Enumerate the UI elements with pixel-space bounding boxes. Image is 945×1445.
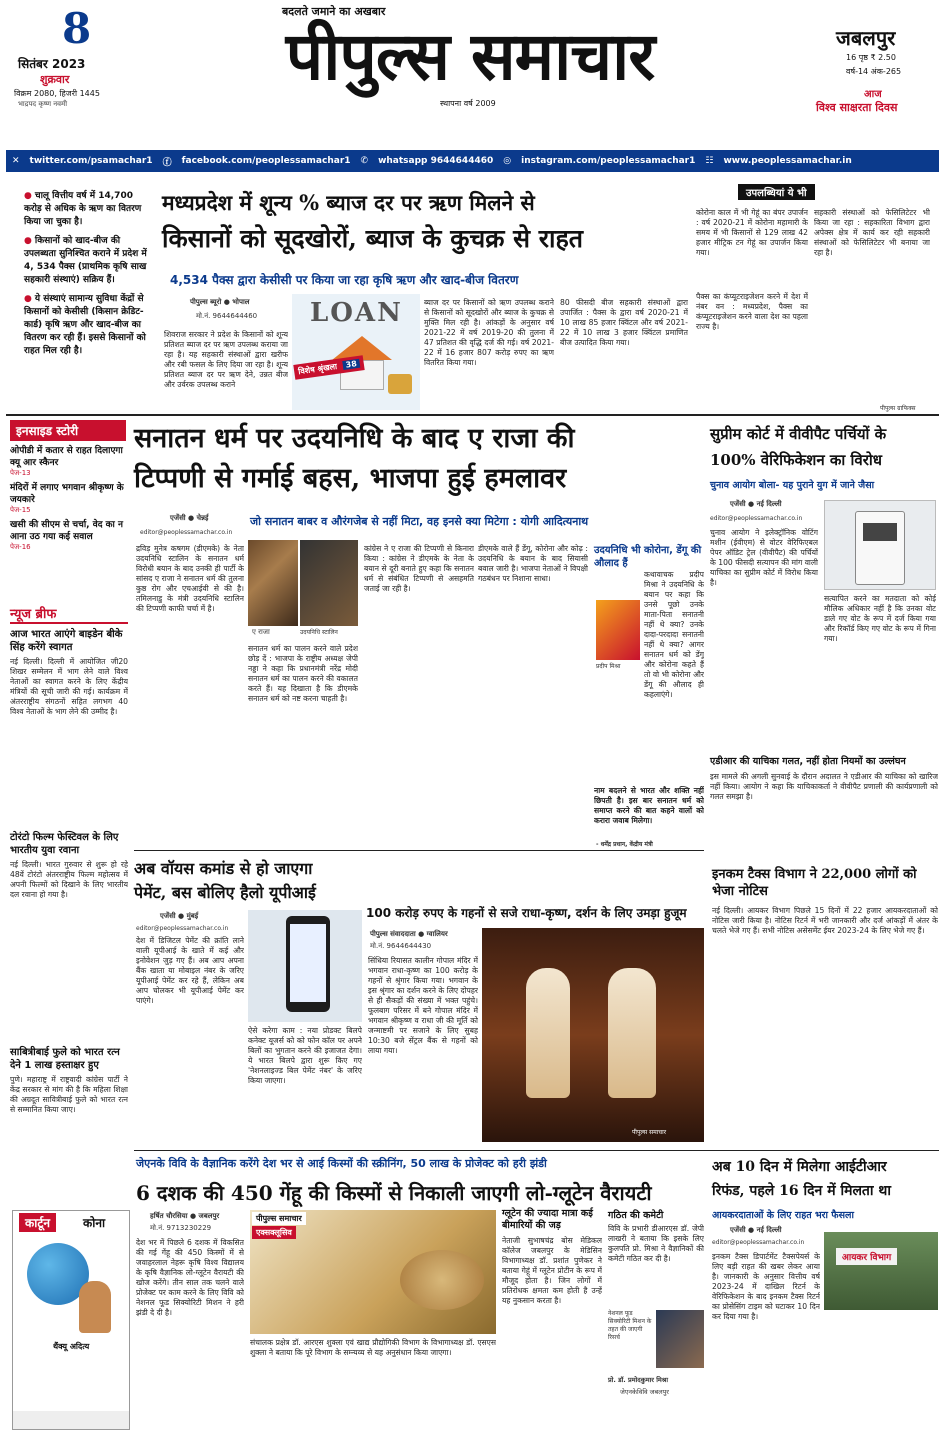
upi-byline: एजेंसी ● मुंबई [160,912,199,920]
ground [13,1411,129,1429]
quote-2-attribution: - धर्मेंद्र प्रधान, केंद्रीय मंत्री [596,841,653,848]
upi-headline-2: पेमेंट, बस बोलिए हैलो यूपीआई [134,883,316,902]
divider [134,1150,939,1151]
committee-head: गठित की कमेटी [608,1210,664,1221]
web-link[interactable]: www.peoplessamachar.in [723,156,852,166]
sanatan-byline: एजेंसी ● चेन्नई [170,514,209,522]
vvpat-machine [824,500,936,590]
upi-phone-photo [248,910,362,1022]
instagram-link[interactable]: instagram.com/peoplessamachar1 [521,156,696,166]
brief-body: नई दिल्ली। भारत गुरुवार से शुरू हो रहे 48वें टोरंटो अंतरराष्ट्रीय फिल्म महोत्सव में अपनी फिल्मों को दिखाने के लिए भारतीय दल रवाना हो गया है। [10,860,128,899]
sanatan-body-3: कांग्रेस ने ए राजा की टिप्पणी से किनारा किया : कांग्रेस ने डीएमके के नेता के बयान से दूरी बनाते हुए कहा कि सनातन धर्म से संबंधित टिप्पणी से असहमति जताई जा रही है। [364,544,474,593]
top-headline-1: मध्यप्रदेश में शून्य % ब्याज दर पर ऋण मिलने से [162,190,535,215]
vvpat-email: editor@peoplessamachar.co.in [710,515,803,522]
pages-price: 16 पृष्ठ ₹ 2.50 [846,53,896,62]
tagline: बदलते जमाने का अखबार [282,5,386,18]
wheat-byline: हर्षित चौरसिया ● जबलपुर [150,1212,220,1220]
side-point: ● किसानों को खाद-बीज की उपलब्धता सुनिश्चित कराने में प्रदेश में 4, 534 पैक्स (प्राथमिक कृषि साख सहकारी संस्थाएं) सक्रिय हैं। [24,235,152,287]
itr-sign: आयकर विभाग [836,1248,897,1265]
insight-item[interactable] [10,482,126,515]
today-label: आज [864,89,882,100]
twitter-icon: ✕ [12,156,20,166]
series-label: विशेष श्रृंखला [297,361,338,377]
figure-icon [79,1281,111,1333]
sanatan-headline-1: सनातन धर्म पर उदयनिधि के बाद ए राजा की [134,423,575,454]
vvpat-headline-1: सुप्रीम कोर्ट में वीवीपैट पर्चियों के [710,425,887,443]
top-body-3: 80 फीसदी बीज सहकारी संस्थाओं द्वारा उपार्जित : पैक्स के द्वारा वर्ष 2020-21 में 10 लाख 85 हजार क्विंटल और वर्ष 2021-22 में 10 लाख 3 हजार क्विंटल प्रमाणित बीज उत्पादित किया गया। [560,298,688,347]
series-number: 38 [342,359,360,370]
insight-title: खसी की सीएम से चर्चा, वेद का न आना उठ गया कई सवाल [10,520,124,542]
vvpat-body-2: सत्यापित करने का मतदाता को कोई मौलिक अधिकार नहीं है कि उनका वोट डाले गए वोट के रूप में दर्ज किया गया और रिकॉर्ड किए गए वोट के रूप में गिना गया। [824,594,936,643]
machine-window [863,523,897,541]
itr-building-photo [824,1232,938,1310]
udhayanidhi-caption: उदयनिधि स्टालिन [300,629,338,636]
insight-label: इनसाइड स्टोरी [10,420,126,441]
wheat-kicker: जेएनके विवि के वैज्ञानिक करेंगे देश भर से आई किस्मों की स्क्रीनिंग, 50 लाख के प्रोजेक्ट को हरी झंडी [136,1157,547,1170]
achievement-1: कोरोना काल में भी गेहूं का बंपर उपार्जन : वर्ष 2020-21 में कोरोना महामारी के समय में भी किसानों से 129 लाख 42 हजार मीट्रिक टन गेहूं का उपार्जन किया गया। [696,208,808,257]
gluten-body: नेताजी सुभाषचंद्र बोस मेडिकल कॉलेज जबलपुर के मेडिसिन विभागाध्यक्ष डॉ. प्रशांत पुणेकर ने बताया गेहूं में ग्लूटेन प्रोटीन के रूप में मौजूद होता है। जिन लोगों में प्रतिरोधक क्षमता कम होती है उन्हें यह नुकसान करता है। [502,1236,602,1305]
committee-body: विवि के प्रभारी डीआरएस डॉ. जेपी लाखरी ने बताया कि इसके लिए कुलपति प्रो. मिश्रा ने वैज्ञानिकों की कमेटी गठित कर दी है। [608,1224,704,1263]
side-point: ● ये संस्थाएं सामान्य सुविधा केंद्रों से किसानों को केसीसी (किसान क्रेडिट-कार्ड) कृषि ऋण और खाद-बीज का वितरण कर रही हैं। इससे किसानों को राहत मिल रही है। [24,293,152,358]
founded: स्थापना वर्ष 2009 [440,99,496,108]
top-headline-2: किसानों को सूदखोरों, ब्याज के कुचक्र से राहत [162,224,584,253]
a-raja-caption: ए राजा [252,628,270,636]
idol-krishna [608,968,656,1098]
vvpat-body-3: इस मामले की अगली सुनवाई के दौरान अदालत ने एडीआर की याचिका को खारिज नहीं किया। आयोग ने कहा कि याचिकाकर्ता ने वीवीपैट प्रणाली की कार्यप्रणाली को गलत समझा है। [710,772,938,801]
side-point: ● चालू वित्तीय वर्ष में 14,700 करोड़ से अधिक के ऋण का वितरण किया जा चुका है। [24,190,152,229]
vvpat-byline: एजेंसी ● नई दिल्ली [730,500,782,508]
mishra-title: जेएनकेविवि जबलपुर [620,1388,669,1396]
top-mobile: मो.नं. 9644644460 [196,312,258,320]
insight-item[interactable] [10,519,126,552]
vvpat-body-1: चुनाव आयोग ने इलेक्ट्रॉनिक वोटिंग मशीन (ईवीएम) से वोटर वेरिफिएबल पेपर ऑडिट ट्रेल (वीवीपैट) की पर्चियों के 100 फीसदी सत्यापन की मांग वाली याचिका का सुप्रीम कोर्ट में विरोध किया है। [710,528,818,587]
insight-page: पेज-15 [10,506,31,514]
top-story-sidebar [24,190,152,358]
sanatan-body-2: सनातन धर्म का पालन करने वाले प्रदेश छोड़ दें : भाजपा के राष्ट्रीय अध्यक्ष जेपी नड्डा ने कहा कि प्रधानमंत्री नरेंद्र मोदी सनातन धर्म का पालन करने की वकालत करते हैं। यह दिखाता है कि डीएमके सनातन धर्म को नष्ट करना चाहती है। [248,644,358,703]
date-bhadrapad: भाद्रपद कृष्ण नवमी [18,100,68,108]
sanatan-email: editor@peoplessamachar.co.in [140,529,233,536]
loan-label: LOAN [310,298,403,328]
pradeep-mishra-caption: प्रदीप मिश्रा [596,663,621,670]
achievement-2: पैक्स का कंप्यूटराइजेशन करने में देश में नंबर वन : मध्यप्रदेश, पैक्स का कंप्यूटराइजेशन करने वाला देश का पहला राज्य है। [696,292,808,331]
brief-title: आज भारत आएंगे बाइडेन बीके सिंह करेंगे स्वागत [10,629,123,653]
year-issue: वर्ष-14 अंक-265 [846,67,902,76]
krishna-photo [482,928,704,1142]
top-byline: पीपुल्स ब्यूरो ● भोपाल [190,298,250,306]
mishra-name: प्रो. डॉ. प्रमोदकुमार मिश्रा [608,1376,669,1384]
insight-section [10,420,126,552]
a-raja-photo [248,540,298,626]
whatsapp-link[interactable]: whatsapp 9644644460 [378,156,494,166]
social-bar [6,150,939,172]
itr-body: इनकम टैक्स डिपार्टमेंट टैक्सपेयर्स के लिए बड़ी राहत की खबर लेकर आया है। जानकारी के अनुसार वित्तीय वर्ष 2023-24 में दाखिल रिटर्न के वेरिफिकेशन के बाद इनकम टैक्स रिटर्न का प्रोसेसिंग टाइम को घटाकर 10 दिन कर दिया गया है। [712,1252,820,1321]
insight-title: मंदिरों में लगाए भगवान श्रीकृष्ण के जयकारे [10,483,124,505]
income-tax-headline: इनकम टैक्स विभाग ने 22,000 लोगों को भेजा नोटिस [712,867,917,899]
itr-headline-1: अब 10 दिन में मिलेगा आईटीआर [712,1159,887,1175]
upi-headline-1: अब वॉयस कमांड से हो जाएगा [134,859,313,878]
city: जबलपुर [836,26,896,50]
divider [6,414,939,416]
gluten-head: ग्लूटेन की ज्यादा मात्रा कई बीमारियों की जड़ [502,1208,593,1231]
brand-badge [252,1212,306,1225]
vvpat-subhead-2: एडीआर की याचिका गलत, नहीं होता नियमों का उल्लंघन [710,756,906,767]
graphic-credit: पीपुल्स ग्राफिक्स [880,405,916,412]
itr-subhead: आयकरदाताओं के लिए राहत भरा फैसला [712,1210,854,1221]
wheat-body-1: देश भर में पिछले 6 दशक में विकसित की गई गेंहू की 450 किस्मों में से जवाहरलाल नेहरू कृषि विश्व विद्यालय के कृषि वैज्ञानिक लो-ग्लूटेन वैरायटी की खोज करेंगे। तीन साल तक चलने वाले प्रोजेक्ट पर काम करने के लिए विवि को नेशनल फूड सिक्योरिटी मिशन ने हरी झंडी दे दी है। [136,1238,244,1317]
sanatan-subhead: जो सनातन बाबर व औरंगजेब से नहीं मिटा, वह इनसे क्या मिटेगा : योगी आदित्यनाथ [250,515,589,528]
itr-headline-2: रिफंड, पहले 16 दिन में मिलता था [712,1183,891,1199]
upi-body-1: देश में डिजिटल पेमेंट की क्रांति लाने वाली यूपीआई के खाते में कई और इनोवेशन जुड़ गए हैं। अब आप अपना बैंक खाता या मोबाइल नंबर के जरिए यूपीआई पेमेंट कर रहे हैं, लेकिन अब आप चोलकर भी यूपीआई पेमेंट कर पाएंगे। [136,936,244,1005]
upi-email: editor@peoplessamachar.co.in [136,925,229,932]
mishra-photo [656,1310,704,1368]
news-brief-section [10,604,128,1231]
itr-email: editor@peoplessamachar.co.in [712,1239,805,1246]
wheat-headline: 6 दशक की 450 गेंहू की किस्मों से निकाली जाएगी लो-ग्लूटेन वैरायटी [136,1181,652,1205]
quote-head: उदयनिधि भी कोरोना, डेंगू की औलाद हैं [594,545,702,569]
krishna-mobile: मो.नं. 9644644430 [370,942,432,950]
loan-graphic [292,294,420,410]
cartoon-label: कार्टून [19,1213,56,1232]
divider [134,850,704,851]
achievement-3: सहकारी संस्थाओं को फेसिलिटेटर भी किया जा रहा : सहकारिता विभाग द्वारा अपेक्स क्षेत्र में कार्य कर रही सहकारी संस्थाओं को फेसिलिटेटर भी बनाया जा रहा है। [814,208,930,257]
wheat-mobile: मो.नं. 9713230229 [150,1224,212,1232]
itr-byline: एजेंसी ● नई दिल्ली [730,1226,782,1234]
achievements-label: उपलब्धियां ये भी [738,184,815,200]
sanatan-body-1: द्रविड़ मुनेत्र कषगम (डीएमके) के नेता उदयनिधि स्टालिन के सनातन धर्म विरोधी बयान के बाद उनकी ही पार्टी के सांसद ए राजा ने सनातन धर्म की तुलना कुष्ठ रोग और एचआईवी से की है। तमिलनाडु के मंत्री उदयनिधि स्टालिन की टिप्पणी काफी चर्चा में है। [136,544,244,613]
income-tax-body: नई दिल्ली। आयकर विभाग पिछले 15 दिनों में 22 हजार आयकरदाताओं को नोटिस जारी किया है। नोटिस रिटर्न में भरी जानकारी और दर्ज आंकड़ों में अंतर के चलते भेजे गए हैं। सभी नोटिस असेसमेंट ईयर 2023-24 के लिए भेजे गए हैं। [712,906,938,935]
whatsapp-icon: ✆ [360,156,369,166]
cartoon-box [12,1210,130,1430]
facebook-link[interactable]: facebook.com/peoplessamachar1 [181,156,351,166]
krishna-body: सिंधिया रियासत कालीन गोपाल मंदिर में भगवान राधा-कृष्ण का 100 करोड़ के गहनों से श्रृंगार किया गया। भगवान के इस श्रृंगार का दर्शन करने के लिए दोपहर से ही सैकड़ों की संख्या में भक्त पहुंचे। फूलबाग परिसर में बने गोपाल मंदिर में भगवान श्रीकृष्ण व राधा जी की मूर्ति को जन्माष्टमी पर सजाने के लिए सुबह 10:30 बजे सेंट्रल बैंक से गहनों को लाया गया। [368,956,478,1055]
brief-body: नई दिल्ली। दिल्ली में आयोजित जी20 शिखर सम्मेलन में भाग लेने वाले विश्व नेताओं का स्वागत करने के लिए केंद्रीय मंत्रियों की सूची जारी की गई। कार्यक्रम में अंतरराष्ट्रीय संगठनों सहित लगभग 40 विश्व नेताओं के भाग लेने की उम्मीद है। [10,657,128,716]
krishna-headline: 100 करोड़ रुपए के गहनों से सजे राधा-कृष्ण, दर्शन के लिए उमड़ा हुजूम [366,906,687,920]
vvpat-subhead: चुनाव आयोग बोला- यह पुराने युग में जाने जैसा [710,480,875,491]
krishna-byline: पीपुल्स संवाददाता ● ग्वालियर [370,930,448,938]
udhayanidhi-photo [300,540,358,626]
today-event: विश्व साक्षरता दिवस [816,101,898,114]
insight-page: पेज-13 [10,469,31,477]
brief-title: टोरंटो फिल्म फेस्टिवल के लिए भारतीय युवा रवाना [10,832,119,856]
top-body-2: ब्याज दर पर किसानों को ऋण उपलब्ध कराने से किसानों को सूदखोरों और ब्याज के कुचक्र से मुक्ति मिल रही है। आंकड़ों के अनुसार वर्ष 2021-22 में वर्ष 2019-20 की तुलना में 47 प्रतिशत की वृद्धि दर्ज की गई। वर्ष 2021-22 में 16 हजार 807 करोड़ रुपए का ऋण वितरित किया गया। [424,298,554,367]
exclusive-badge: एक्सक्लूसिव [252,1226,296,1239]
wheat-photo [250,1210,496,1334]
vvpat-headline-2: 100% वेरिफिकेशन का विरोध [710,451,882,469]
top-body-1: शिवराज सरकार ने प्रदेश के किसानों को शून्य प्रतिशत ब्याज दर पर ऋण उपलब्ध कराया जा रहा है। यह सहकारी संस्थाओं द्वारा खरीफ और रबी फसल के लिए दिया जा रहा है। शून्य प्रतिशत ब्याज दर पर ऋण देने, उन्नत बीज और उर्वरक उपलब्ध कराने [164,330,288,389]
date-number: 8 [62,4,92,53]
masthead [0,0,945,148]
date-weekday: शुक्रवार [40,73,70,86]
instagram-icon: ◎ [503,156,512,166]
coins-icon [388,374,412,394]
cartoon-caption: थैंक्यू अदित्य [53,1342,90,1351]
brief-title: साबित्रीबाई फुले को भारत रत्न देने 1 लाख हस्ताक्षर हुए [10,1047,120,1071]
top-subhead: 4,534 पैक्स द्वारा केसीसी पर किया जा रहा कृषि ऋण और खाद-बीज वितरण [170,273,519,287]
date-vikram: विक्रम 2080, हिजरी 1445 [14,89,100,98]
grain-bowl [400,1250,484,1310]
facebook-icon: ⓕ [162,157,172,168]
sanatan-body-4: डीएमके वाले हैं डेंगू, कोरोना और कोढ़ : उदयनिधि के बयान के बाद सियासी बवाल जारी है। भाजपा नेताओं ने विपक्षी गठबंधन पर निशाना साधा। [478,544,588,583]
newspaper-title: पीपुल्स समाचार [285,17,655,95]
twitter-link[interactable]: twitter.com/psamachar1 [29,156,153,166]
brand-name: पीपुल्स समाचार [256,1214,302,1223]
committee-photo-caption: नेशनल फूड सिक्योरिटी मिशन के तहत की जाएगी रिसर्च [608,1310,652,1341]
insight-title: ओपीडी में कतार से राहत दिलाएगा क्यू आर स्कैनर [10,446,123,468]
news-brief-label: न्यूज ब्रीफ [10,604,128,624]
wheat-body-2: संचालक प्रक्षेत्र डॉ. आरएस शुक्ला एवं खाद्य प्रौद्योगिकी विभाग के विभागाध्यक्ष डॉ. एसएस शुक्ला ने बताया कि पूरे विभाग के सम्न्यव्य से यह अनुसंधान किया जाएगा। [250,1338,496,1357]
insight-item[interactable] [10,445,126,478]
quote-body: कथावाचक प्रदीप मिश्रा ने उदयनिधि के बयान पर कहा कि उनसे पूछो उनके माता-पिता सनातनी नहीं थे क्या? उनके दादा-परदादा सनातनी नहीं थे क्या? आगर सनातन धर्म को डेंगू और कोरोना कहते हैं तो वो भी कोरोना और डेंगू की औलाद ही कहलाएंगे। [644,570,704,699]
krishna-credit: पीपुल्स समाचार [632,1129,667,1136]
web-icon: ☷ [705,156,714,166]
upi-body-2: ऐसे करेगा काम : नया प्रोडक्ट बिलपे कनेक्ट यूजर्स को को फोन कॉल पर अपने बिलों का भुगतान करने की इजाजत देगा। ये भारत बिलपे द्वारा शुरू किए गए 'नेशनलाइज्ड बिल पेमेंट नंबर' के जरिए किया जाएगा। [248,1026,362,1085]
quote-2: नाम बदलने से भारत और शक्ति नहीं छिपती है। इस बार सनातन धर्म को समाप्त करने की बात कहने वालों को करारा जवाब मिलेगा। [594,786,704,825]
insight-page: पेज-16 [10,543,31,551]
date-month: सितंबर 2023 [18,57,86,71]
upi-screen [290,924,326,1002]
brief-body: पुणे। महाराष्ट्र में राष्ट्रवादी कांग्रेस पार्टी ने केंद्र सरकार से मांग की है कि महिला शिक्षा की अग्रदूत सावित्रीबाई फुले को भारत रत्न से सम्मानित किया जाए। [10,1075,128,1114]
cartoon-corner: कोना [83,1216,106,1230]
idol-radha [526,968,570,1098]
sanatan-headline-2: टिप्पणी से गर्माई बहस, भाजपा हुई हमलावर [134,463,567,494]
